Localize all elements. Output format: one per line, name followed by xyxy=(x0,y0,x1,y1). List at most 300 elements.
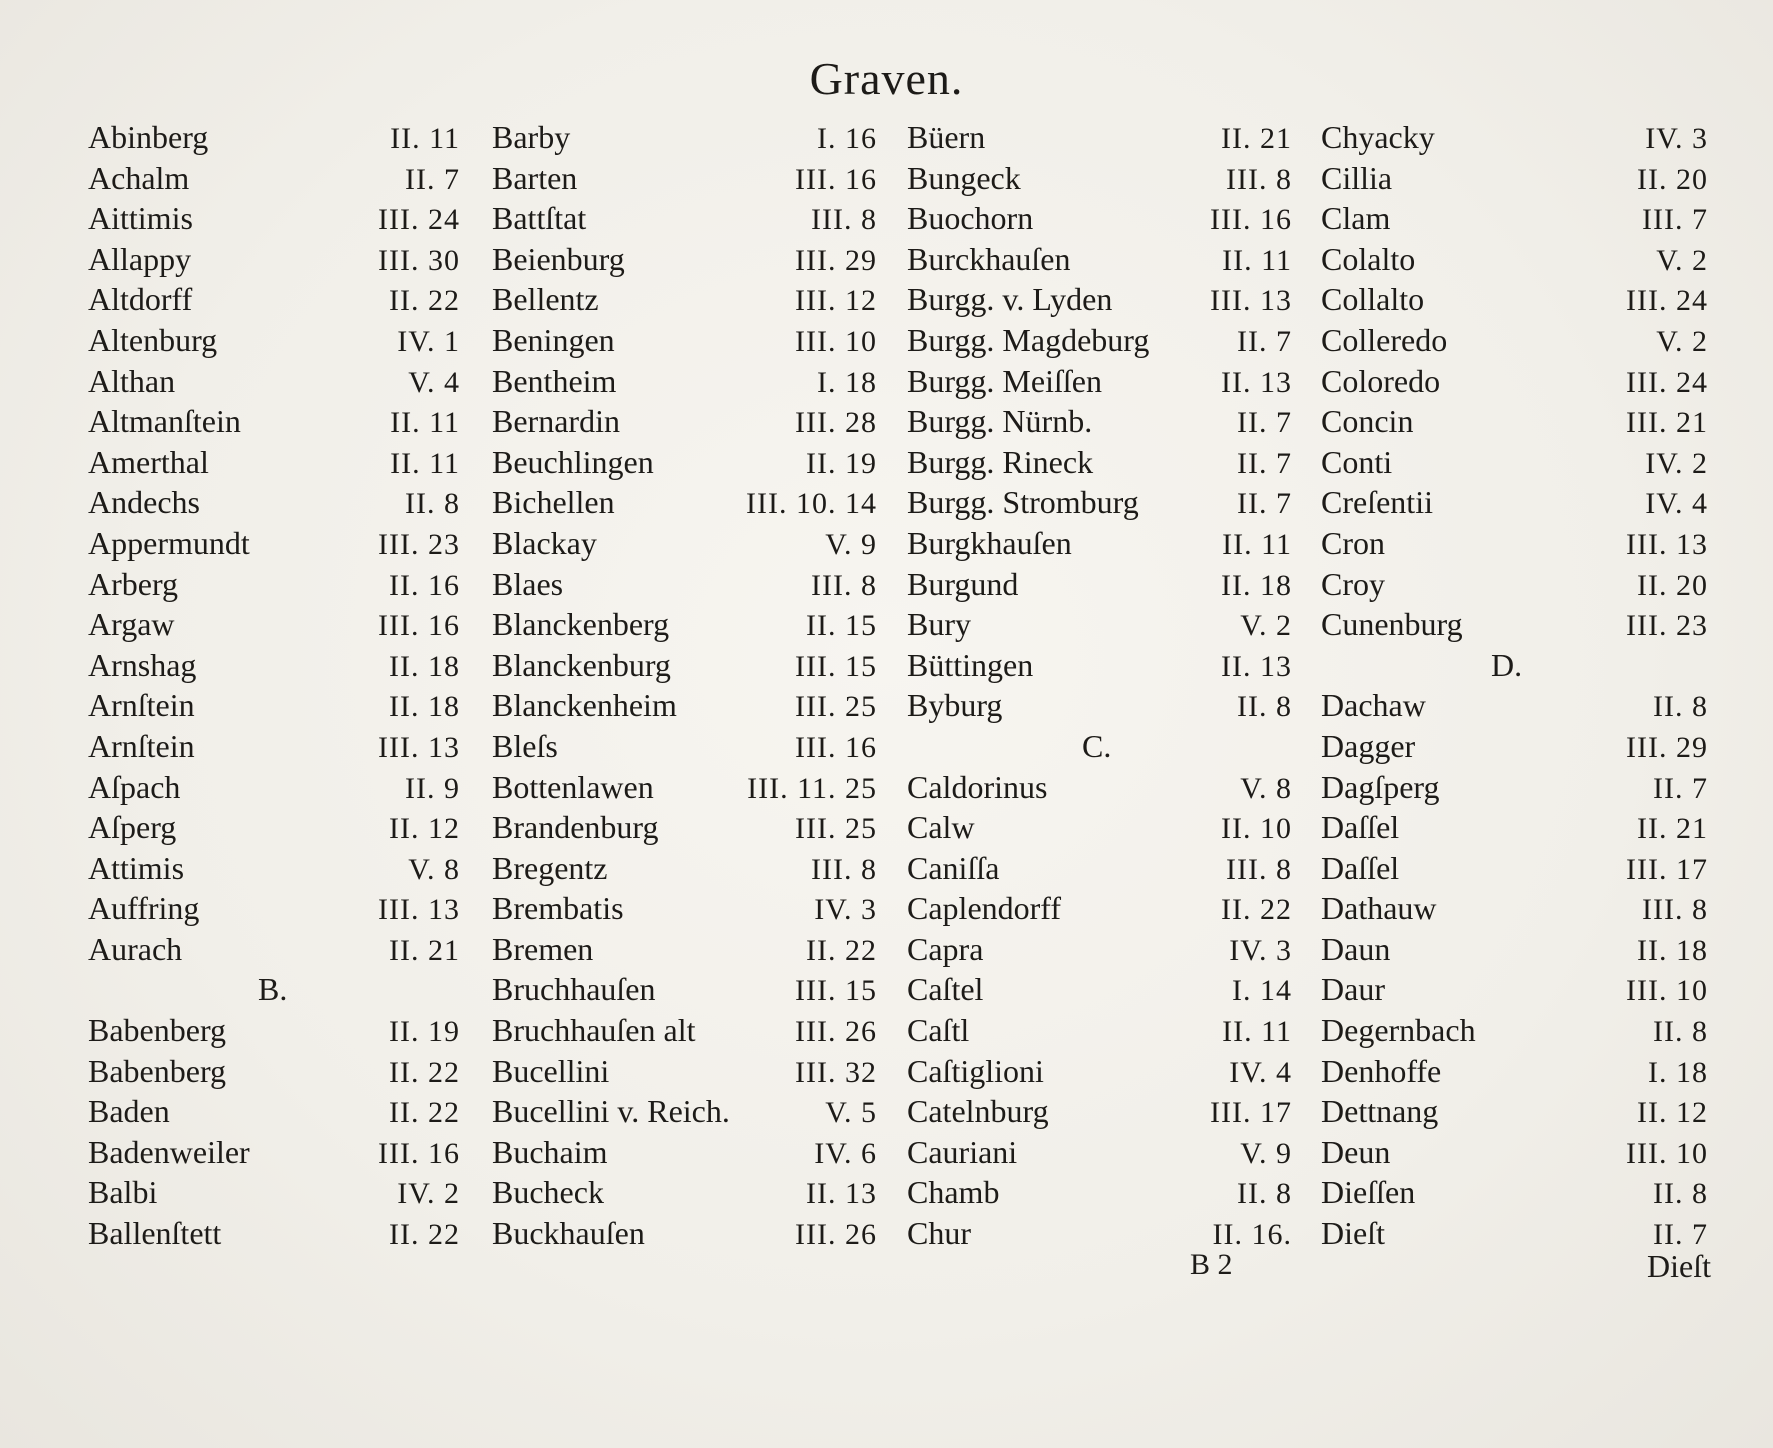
entry-name: Blaes xyxy=(492,565,564,602)
entry-name: Bichellen xyxy=(492,484,615,521)
entry-reference: III. 26 xyxy=(795,1015,877,1049)
entry-reference: II. 18 xyxy=(1221,568,1292,602)
section-letter: D. xyxy=(1491,646,1523,683)
entry-name: Blanckenheim xyxy=(492,687,677,724)
entry-reference: II. 8 xyxy=(1653,1015,1708,1049)
entry-reference: II. 7 xyxy=(1237,406,1292,440)
entry-name: Altdorff xyxy=(88,281,193,318)
index-entry xyxy=(1321,1172,1708,1213)
index-entry xyxy=(907,361,1292,402)
entry-name: Bellentz xyxy=(492,281,599,318)
entry-name: Bury xyxy=(907,606,971,643)
entry-reference: II. 11 xyxy=(1222,243,1292,277)
entry-reference: III. 16 xyxy=(1210,203,1292,237)
index-entry xyxy=(492,807,877,848)
index-entry xyxy=(88,929,460,970)
entry-name: Baden xyxy=(88,1093,170,1130)
entry-reference: III. 16 xyxy=(378,609,460,643)
entry-reference: III. 23 xyxy=(1626,609,1708,643)
entry-name: Bottenlawen xyxy=(492,768,654,805)
entry-name: Bungeck xyxy=(907,159,1021,196)
index-column-4 xyxy=(1321,117,1708,1254)
entry-name: Barby xyxy=(492,119,571,155)
index-entry xyxy=(907,1010,1292,1051)
index-entry xyxy=(907,807,1292,848)
index-entry xyxy=(1321,482,1708,523)
index-entry xyxy=(88,1213,460,1254)
index-entry xyxy=(492,1091,877,1132)
entry-reference: IV. 3 xyxy=(1645,122,1708,155)
index-entry xyxy=(88,320,460,361)
index-entry xyxy=(1321,1010,1708,1051)
entry-name: Beuchlingen xyxy=(492,443,654,480)
entry-name: Colalto xyxy=(1321,240,1416,277)
entry-reference: V. 9 xyxy=(1240,1136,1292,1170)
entry-name: Deun xyxy=(1321,1133,1391,1170)
index-entry xyxy=(492,888,877,929)
index-entry xyxy=(907,564,1292,605)
entry-name: Ballenſtett xyxy=(88,1215,222,1252)
index-entry xyxy=(1321,969,1708,1010)
entry-reference: III. 8 xyxy=(811,568,877,602)
index-entry xyxy=(907,1051,1292,1092)
entry-reference: II. 11 xyxy=(390,446,460,480)
entry-name: Burgg. Nürnb. xyxy=(907,403,1093,440)
entry-reference: III. 32 xyxy=(795,1055,877,1089)
index-entry xyxy=(492,969,877,1010)
entry-name: Cunenburg xyxy=(1321,606,1463,643)
entry-name: Arnſtein xyxy=(88,727,195,764)
entry-reference: III. 26 xyxy=(795,1218,877,1252)
index-column-2 xyxy=(492,117,877,1254)
index-entry xyxy=(88,888,460,929)
index-entry xyxy=(88,564,460,605)
entry-name: Althan xyxy=(88,362,176,399)
entry-reference: II. 19 xyxy=(806,446,877,480)
index-entry xyxy=(492,523,877,564)
entry-name: Caſtl xyxy=(907,1012,970,1049)
entry-reference: II. 12 xyxy=(1637,1096,1708,1130)
entry-reference: III. 29 xyxy=(795,243,877,277)
entry-name: Cillia xyxy=(1321,159,1393,196)
entry-reference: III. 8 xyxy=(811,852,877,886)
entry-reference: I. 14 xyxy=(1232,974,1292,1008)
entry-name: Burckhauſen xyxy=(907,240,1071,277)
entry-name: Buochorn xyxy=(907,200,1034,237)
index-entry xyxy=(492,645,877,686)
entry-name: Bruchhauſen alt xyxy=(492,1012,696,1049)
entry-reference: V. 5 xyxy=(825,1096,877,1130)
index-entry xyxy=(492,564,877,605)
entry-reference: III. 11. 25 xyxy=(747,771,877,805)
entry-name: Aurach xyxy=(88,930,183,967)
entry-name: Beningen xyxy=(492,321,615,358)
index-entry xyxy=(907,1213,1292,1254)
entry-reference: II. 12 xyxy=(389,812,460,846)
entry-reference: III. 8 xyxy=(1226,162,1292,196)
entry-name: Dachaw xyxy=(1321,687,1426,724)
index-entry xyxy=(1321,361,1708,402)
entry-name: Auffring xyxy=(88,890,200,927)
index-entry xyxy=(1321,239,1708,280)
index-entry xyxy=(492,239,877,280)
entry-reference: II. 7 xyxy=(1653,1218,1708,1252)
index-entry xyxy=(88,523,460,564)
entry-reference: II. 22 xyxy=(389,1055,460,1089)
entry-reference: II. 16 xyxy=(389,568,460,602)
entry-reference: II. 7 xyxy=(1653,771,1708,805)
index-entry xyxy=(1321,888,1708,929)
index-entry xyxy=(907,320,1292,361)
entry-name: Attimis xyxy=(88,849,185,886)
entry-name: Aſpach xyxy=(88,768,181,805)
entry-name: Denhoffe xyxy=(1321,1052,1442,1089)
index-entry xyxy=(492,1010,877,1051)
entry-name: Dagſperg xyxy=(1321,768,1440,805)
entry-reference: II. 22 xyxy=(806,933,877,967)
entry-reference: III. 28 xyxy=(795,406,877,440)
entry-reference: III. 25 xyxy=(795,812,877,846)
index-entry xyxy=(492,401,877,442)
entry-name: Dathauw xyxy=(1321,890,1437,927)
entry-reference: I. 16 xyxy=(817,122,877,155)
entry-reference: III. 15 xyxy=(795,974,877,1008)
entry-reference: IV. 2 xyxy=(397,1177,460,1211)
entry-reference: V. 2 xyxy=(1656,324,1708,358)
entry-reference: II. 11 xyxy=(390,122,460,155)
index-entry xyxy=(907,442,1292,483)
entry-name: Babenberg xyxy=(88,1052,227,1089)
index-entry xyxy=(492,320,877,361)
entry-reference: V. 8 xyxy=(1240,771,1292,805)
entry-reference: II. 7 xyxy=(405,162,460,196)
entry-name: Altenburg xyxy=(88,321,218,358)
entry-name: Bleſs xyxy=(492,727,558,764)
signature-mark: B 2 xyxy=(1190,1248,1233,1281)
entry-reference: II. 8 xyxy=(405,487,460,521)
index-entry xyxy=(88,482,460,523)
entry-name: Colleredo xyxy=(1321,321,1448,358)
page-title: Graven. xyxy=(809,53,964,104)
index-entry xyxy=(88,604,460,645)
entry-name: Battſtat xyxy=(492,200,587,237)
entry-reference: III. 10. 14 xyxy=(746,487,877,521)
entry-reference: III. 16 xyxy=(378,1136,460,1170)
entry-reference: V. 2 xyxy=(1656,243,1708,277)
entry-name: Arberg xyxy=(88,565,179,602)
index-entry xyxy=(1321,279,1708,320)
entry-reference: II. 8 xyxy=(1653,690,1708,724)
entry-reference: III. 17 xyxy=(1626,852,1708,886)
entry-name: Collalto xyxy=(1321,281,1425,318)
entry-reference: I. 18 xyxy=(1648,1055,1708,1089)
entry-reference: III. 24 xyxy=(1626,284,1708,318)
entry-name: Dieſſen xyxy=(1321,1174,1416,1211)
entry-name: Aſperg xyxy=(88,809,177,846)
index-entry xyxy=(1321,807,1708,848)
entry-reference: III. 7 xyxy=(1642,203,1708,237)
entry-name: Allappy xyxy=(88,240,192,277)
entry-name: Dieſt xyxy=(1321,1215,1385,1252)
index-entry xyxy=(492,279,877,320)
entry-reference: III. 12 xyxy=(795,284,877,318)
entry-reference: II. 16. xyxy=(1212,1218,1292,1252)
entry-name: Bucellini xyxy=(492,1052,610,1089)
index-entry xyxy=(907,969,1292,1010)
index-entry xyxy=(1321,320,1708,361)
entry-reference: III. 21 xyxy=(1626,406,1708,440)
entry-reference: III. 13 xyxy=(1210,284,1292,318)
entry-name: Capra xyxy=(907,930,984,967)
index-entry xyxy=(907,279,1292,320)
entry-reference: II. 13 xyxy=(1221,649,1292,683)
index-entry xyxy=(907,645,1292,686)
section-letter: B. xyxy=(258,971,288,1008)
index-entry xyxy=(907,1172,1292,1213)
index-entry xyxy=(492,685,877,726)
entry-name: Degernbach xyxy=(1321,1012,1476,1049)
index-entry xyxy=(1321,604,1708,645)
index-entry xyxy=(88,239,460,280)
entry-name: Chamb xyxy=(907,1174,1000,1211)
index-entry xyxy=(907,401,1292,442)
entry-reference: III. 24 xyxy=(1626,365,1708,399)
entry-name: Burgg. Stromburg xyxy=(907,484,1139,521)
index-entry xyxy=(907,117,1292,158)
index-entry xyxy=(1321,198,1708,239)
entry-name: Appermundt xyxy=(88,524,250,561)
entry-name: Achalm xyxy=(88,159,190,196)
entry-name: Brandenburg xyxy=(492,809,659,846)
entry-reference: II. 11 xyxy=(390,406,460,440)
entry-reference: III. 8 xyxy=(1642,893,1708,927)
index-entry xyxy=(1321,929,1708,970)
entry-name: Abinberg xyxy=(88,119,209,155)
index-entry xyxy=(492,117,877,158)
entry-name: Caſtiglioni xyxy=(907,1052,1044,1089)
entry-name: Bernardin xyxy=(492,403,620,440)
entry-reference: II. 8 xyxy=(1653,1177,1708,1211)
entry-name: Barten xyxy=(492,159,578,196)
entry-name: Babenberg xyxy=(88,1012,227,1049)
index-entry xyxy=(1321,1091,1708,1132)
entry-reference: III. 13 xyxy=(1626,527,1708,561)
entry-reference: III. 15 xyxy=(795,649,877,683)
entry-name: Croy xyxy=(1321,565,1385,602)
index-entry xyxy=(907,767,1292,808)
entry-reference: III. 30 xyxy=(378,243,460,277)
index-column-1 xyxy=(88,117,460,1254)
entry-reference: IV. 3 xyxy=(1229,933,1292,967)
entry-reference: II. 7 xyxy=(1237,324,1292,358)
entry-reference: II. 11 xyxy=(1222,527,1292,561)
index-entry xyxy=(492,361,877,402)
entry-reference: II. 18 xyxy=(389,690,460,724)
entry-name: Coloredo xyxy=(1321,362,1441,399)
entry-name: Blanckenburg xyxy=(492,646,671,683)
entry-reference: III. 8 xyxy=(1226,852,1292,886)
index-entry xyxy=(88,645,460,686)
entry-reference: I. 18 xyxy=(817,365,877,399)
index-entry xyxy=(1321,564,1708,605)
entry-reference: IV. 4 xyxy=(1229,1055,1292,1089)
index-entry xyxy=(88,361,460,402)
index-column-3 xyxy=(907,117,1292,1254)
index-entry xyxy=(88,1132,460,1173)
entry-name: Burgund xyxy=(907,565,1019,602)
index-entry xyxy=(1321,523,1708,564)
entry-name: Burgg. Magdeburg xyxy=(907,321,1150,358)
index-entry xyxy=(1321,158,1708,199)
entry-reference: II. 7 xyxy=(1237,487,1292,521)
index-entry xyxy=(88,158,460,199)
entry-name: Beienburg xyxy=(492,240,625,277)
index-entry xyxy=(492,604,877,645)
entry-name: Badenweiler xyxy=(88,1133,250,1170)
entry-name: Amerthal xyxy=(88,443,209,480)
index-entry xyxy=(907,523,1292,564)
index-entry xyxy=(88,279,460,320)
entry-reference: II. 21 xyxy=(1221,122,1292,155)
entry-name: Clam xyxy=(1321,200,1391,237)
entry-reference: V. 4 xyxy=(408,365,460,399)
index-entry xyxy=(907,482,1292,523)
entry-name: Altmanſtein xyxy=(88,403,241,440)
index-entry xyxy=(1321,117,1708,158)
index-entry xyxy=(1321,726,1708,767)
entry-name: Daur xyxy=(1321,971,1385,1008)
entry-reference: II. 22 xyxy=(1221,893,1292,927)
index-entry xyxy=(492,442,877,483)
entry-reference: V. 2 xyxy=(1240,609,1292,643)
entry-reference: V. 9 xyxy=(825,527,877,561)
entry-reference: III. 24 xyxy=(378,203,460,237)
entry-name: Blanckenberg xyxy=(492,606,670,643)
entry-name: Bremen xyxy=(492,930,594,967)
entry-reference: II. 20 xyxy=(1637,162,1708,196)
entry-name: Creſentii xyxy=(1321,484,1433,521)
index-entry xyxy=(88,1172,460,1213)
entry-reference: III. 16 xyxy=(795,162,877,196)
entry-reference: II. 22 xyxy=(389,1218,460,1252)
entry-reference: III. 29 xyxy=(1626,730,1708,764)
entry-reference: II. 13 xyxy=(1221,365,1292,399)
entry-reference: III. 17 xyxy=(1210,1096,1292,1130)
index-entry xyxy=(492,848,877,889)
entry-name: Blackay xyxy=(492,524,597,561)
entry-reference: II. 10 xyxy=(1221,812,1292,846)
entry-name: Chur xyxy=(907,1215,971,1252)
entry-reference: II. 19 xyxy=(389,1015,460,1049)
entry-reference: II. 11 xyxy=(1222,1015,1292,1049)
index-entry xyxy=(1321,685,1708,726)
entry-name: Daſſel xyxy=(1321,809,1400,846)
index-entry xyxy=(907,1091,1292,1132)
entry-reference: IV. 2 xyxy=(1645,446,1708,480)
entry-name: Bregentz xyxy=(492,849,608,886)
entry-name: Cauriani xyxy=(907,1133,1018,1170)
index-entry xyxy=(907,1132,1292,1173)
entry-reference: II. 21 xyxy=(1637,812,1708,846)
index-entry xyxy=(1321,1051,1708,1092)
entry-name: Aittimis xyxy=(88,200,193,237)
index-entry xyxy=(907,929,1292,970)
entry-name: Bruchhauſen xyxy=(492,971,656,1008)
entry-reference: II. 9 xyxy=(405,771,460,805)
entry-name: Caſtel xyxy=(907,971,984,1008)
index-entry xyxy=(88,848,460,889)
entry-reference: III. 13 xyxy=(378,893,460,927)
index-entry xyxy=(907,158,1292,199)
index-entry xyxy=(1321,401,1708,442)
entry-name: Dettnang xyxy=(1321,1093,1439,1130)
entry-name: Conti xyxy=(1321,443,1393,480)
entry-name: Bentheim xyxy=(492,362,617,399)
entry-name: Daſſel xyxy=(1321,849,1400,886)
entry-name: Büern xyxy=(907,119,986,155)
entry-reference: IV. 4 xyxy=(1645,487,1708,521)
index-entry xyxy=(492,198,877,239)
entry-reference: II. 15 xyxy=(806,609,877,643)
index-entry xyxy=(492,1132,877,1173)
entry-name: Chyacky xyxy=(1321,119,1435,155)
entry-reference: III. 10 xyxy=(1626,974,1708,1008)
entry-reference: III. 10 xyxy=(795,324,877,358)
entry-name: Calw xyxy=(907,809,975,846)
entry-name: Balbi xyxy=(88,1174,158,1211)
index-entry xyxy=(907,848,1292,889)
index-entry xyxy=(88,726,460,767)
index-entry xyxy=(907,198,1292,239)
entry-name: Byburg xyxy=(907,687,1003,724)
index-entry xyxy=(907,239,1292,280)
entry-reference: II. 22 xyxy=(389,284,460,318)
catchword: Dieſt xyxy=(1647,1248,1711,1284)
index-entry xyxy=(492,482,877,523)
index-entry xyxy=(88,401,460,442)
index-entry xyxy=(907,888,1292,929)
entry-name: Daun xyxy=(1321,930,1391,967)
entry-name: Burgg. v. Lyden xyxy=(907,281,1113,318)
entry-name: Caplendorff xyxy=(907,890,1062,927)
index-entry xyxy=(88,117,460,158)
entry-reference: III. 10 xyxy=(1626,1136,1708,1170)
entry-name: Caniſſa xyxy=(907,849,1000,886)
entry-reference: II. 20 xyxy=(1637,568,1708,602)
entry-reference: III. 25 xyxy=(795,690,877,724)
index-entry xyxy=(88,807,460,848)
index-entry xyxy=(88,767,460,808)
entry-reference: II. 7 xyxy=(1237,446,1292,480)
index-entry xyxy=(492,1051,877,1092)
index-entry xyxy=(88,1010,460,1051)
entry-name: Caldorinus xyxy=(907,768,1048,805)
entry-name: Argaw xyxy=(88,606,175,643)
index-entry xyxy=(88,685,460,726)
index-entry xyxy=(88,1091,460,1132)
entry-name: Bucellini v. Reich. xyxy=(492,1093,730,1130)
entry-reference: III. 23 xyxy=(378,527,460,561)
entry-reference: II. 18 xyxy=(1637,933,1708,967)
entry-reference: III. 13 xyxy=(378,730,460,764)
index-entry xyxy=(907,604,1292,645)
index-entry xyxy=(1321,442,1708,483)
index-entry xyxy=(492,726,877,767)
index-entry xyxy=(1321,848,1708,889)
entry-name: Burgkhauſen xyxy=(907,524,1072,561)
entry-name: Catelnburg xyxy=(907,1093,1049,1130)
entry-reference: II. 22 xyxy=(389,1096,460,1130)
